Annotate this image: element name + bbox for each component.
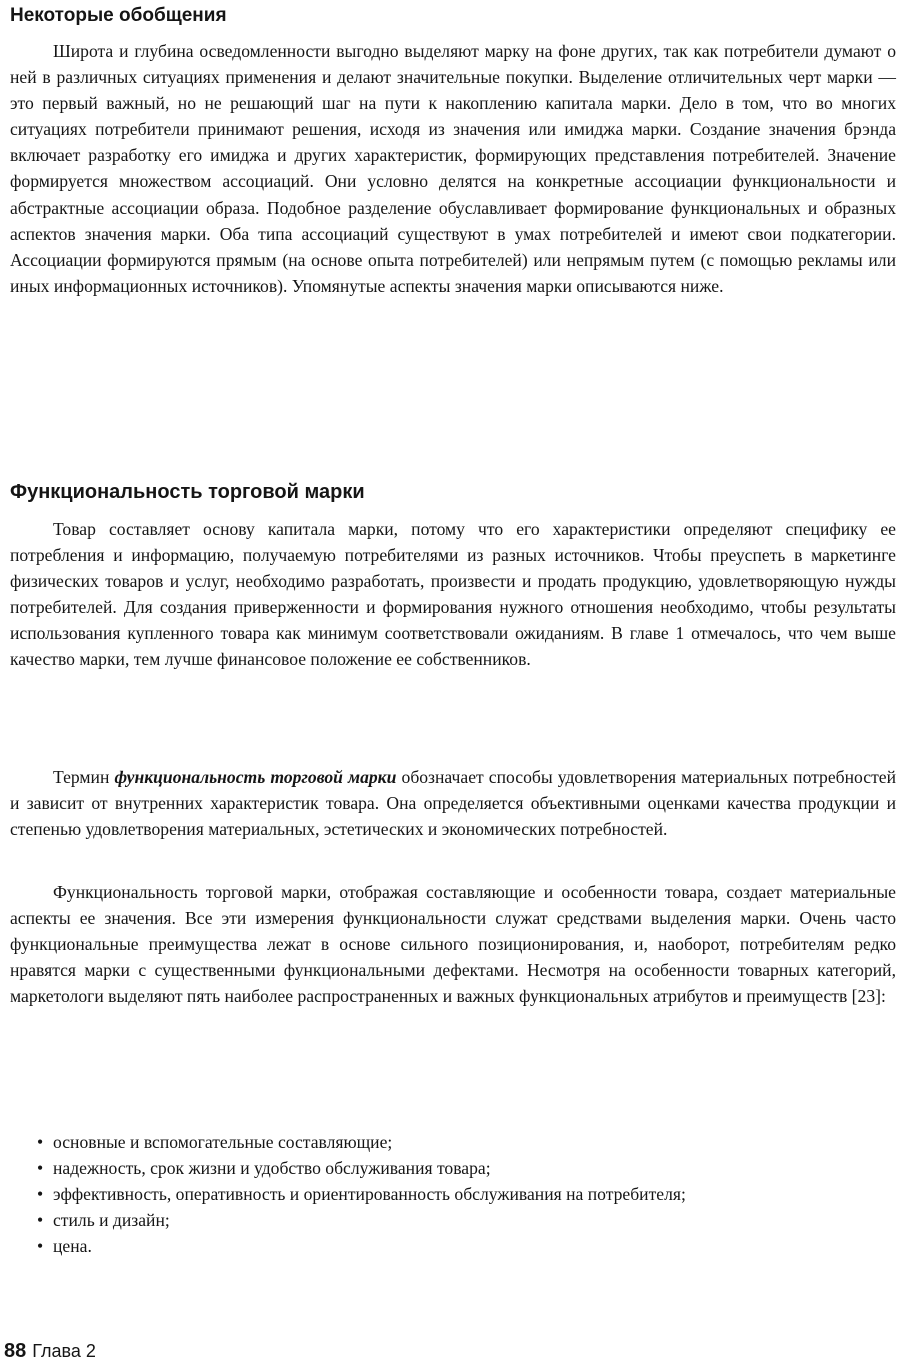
chapter-label: Глава 2 bbox=[32, 1341, 96, 1361]
bullet-icon: • bbox=[37, 1236, 44, 1257]
paragraph-functional-attributes: Функциональность торговой марки, отображая составляющие и особенности товара, создает материальные аспекты ее значения. Все эти измерения функциональности служат средствами выделения марки. Очень часто функциональные преимущества лежат в основе сильного позиционирования, и, наоборот, потребителям редко нравятся марки с существенными функциональными дефектами. Несмотря на особенности товарных категорий, маркетологи выделяют пять наиболее распространенных и важных функциональных атрибутов и преимуществ [23]: bbox=[10, 882, 896, 1007]
bullet-icon: • bbox=[37, 1184, 44, 1205]
list-item bbox=[10, 1233, 896, 1259]
bullet-icon: • bbox=[37, 1132, 44, 1152]
list-item-text: стиль и дизайн; bbox=[53, 1210, 170, 1231]
section-heading-generalizations: Некоторые обобщения bbox=[10, 5, 227, 26]
paragraph-term-definition bbox=[10, 764, 896, 842]
term-prefix: Термин bbox=[53, 767, 110, 787]
list-item bbox=[10, 1155, 896, 1181]
page-footer bbox=[4, 1340, 96, 1363]
list-item-text: цена. bbox=[53, 1236, 92, 1257]
list-item-text: эффективность, оперативность и ориентированность обслуживания на потребителя; bbox=[53, 1184, 686, 1205]
page-number: 88 bbox=[4, 1340, 27, 1362]
list-item bbox=[10, 1181, 896, 1207]
term-suffix: обозначает способы удовлетворения материальных потребностей и зависит от внутренних характеристик товара. Она определяется объективными оценками качества продукции и степенью удовлетворения материальных, эстетических и экономических потребностей. bbox=[10, 767, 896, 840]
list-item-text: основные и вспомогательные составляющие; bbox=[53, 1132, 393, 1152]
paragraph-product-basis: Товар составляет основу капитала марки, потому что его характеристики определяют специфику ее потребления и информацию, получаемую потребителями из разных источников. Чтобы преуспеть в маркетинге физических товаров и услуг, необходимо разработать, произвести и продать продукцию, удовлетворяющую нужды потребителей. Для создания приверженности и формирования нужного отношения необходимо, чтобы результаты использования купленного товара как минимум соответствовали ожиданиям. В главе 1 отмечалось, что чем выше качество марки, тем лучше финансовое положение ее собственников. bbox=[10, 519, 896, 670]
term-highlight: функциональность торговой марки bbox=[114, 767, 397, 787]
list-item bbox=[10, 1207, 896, 1233]
list-item-text: надежность, срок жизни и удобство обслуживания товара; bbox=[53, 1158, 491, 1179]
section-heading-brand-functionality: Функциональность торговой марки bbox=[10, 481, 365, 503]
paragraph-generalizations: Широта и глубина осведомленности выгодно выделяют марку на фоне других, так как потребители думают о ней в различных ситуациях применения и делают значительные покупки. Выделение отличительных черт марки — это первый важный, но не решающий шаг на пути к накоплению капитала марки. Дело в том, что во многих ситуациях потребители принимают решения, исходя из значения или имиджа марки. Создание значения брэнда включает разработку его имиджа и других характеристик, формирующих представления потребителей. Значение формируется множеством ассоциаций. Они условно делятся на конкретные ассоциации функциональности и абстрактные ассоциации образа. Подобное разделение обуславливает формирование функциональных и образных аспектов значения марки. Оба типа ассоциаций существуют в умах потребителей и имеют свои подкатегории. Ассоциации формируются прямым (на основе опыта потребителей) или непрямым путем (с помощью рекламы или иных информационных источников). Упомянутые аспекты значения марки описываются ниже. bbox=[10, 41, 896, 296]
bullet-icon: • bbox=[37, 1158, 44, 1179]
list-item bbox=[10, 1129, 896, 1155]
bullet-icon: • bbox=[37, 1210, 44, 1231]
attributes-bullet-list bbox=[10, 1129, 896, 1259]
